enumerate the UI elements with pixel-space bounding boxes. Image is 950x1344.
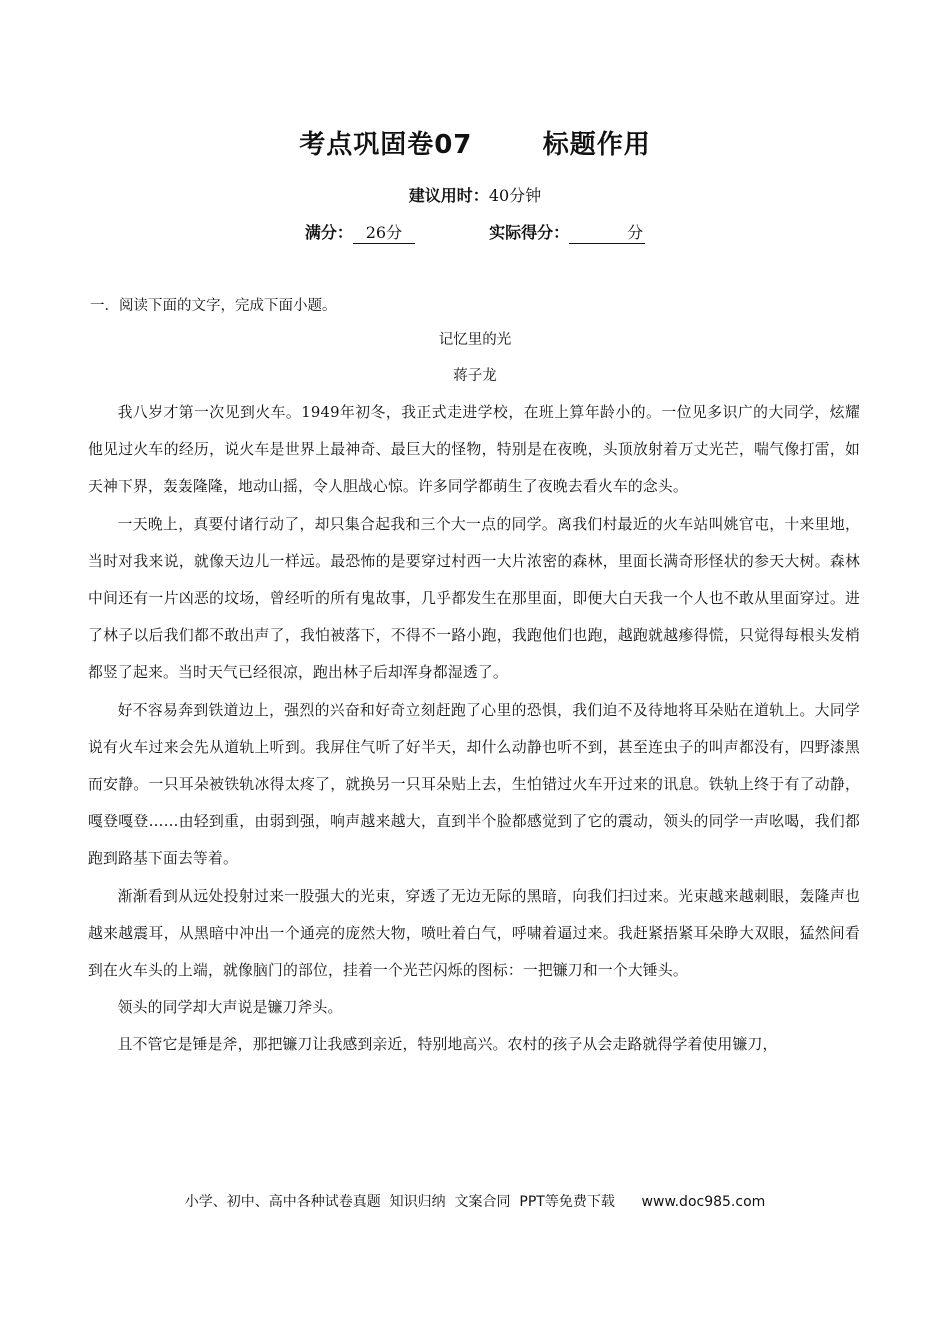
full-score-value: 26分 [353,223,415,244]
full-score-label: 满分： [304,223,353,242]
actual-score-label: 实际得分： [489,223,570,242]
page-title: 考点巩固卷07 标题作用 [299,130,651,160]
paragraph: 领头的同学却大声说是镰刀斧头。 [117,999,343,1017]
suggested-time [0,183,950,206]
suggested-time-label: 建议用时： [408,186,489,205]
paragraph: 渐渐看到从远处投射过来一股强大的光束，穿透了无边无际的黑暗，向我们扫过来。光束越来越刺眼，轰隆声也越来越震耳，从黑暗中冲出一个通亮的庞然大物，喷吐着白气，呼啸着逼过来。我赶紧捂紧耳朵睁大双眼，猛然间看到在火车头的上端，就像脑门的部位，挂着一个光芒闪烁的图标：一把镰刀和一个大锤头。 [88,887,860,980]
passage-body [88,394,860,1064]
paragraph: 好不容易奔到铁道边上，强烈的兴奋和好奇立刻赶跑了心里的恐惧，我们迫不及待地将耳朵贴在道轨上。大同学说有火车过来会先从道轨上听到。我屏住气听了好半天，却什么动静也听不到，甚至连虫子的叫声都没有，四野漆黑而安静。一只耳朵被铁轨冰得太疼了，就换另一只耳朵贴上去，生怕错过火车开过来的讯息。铁轨上终于有了动静，嘎登嘎登……由轻到重，由弱到强，响声越来越大，直到半个脸都感觉到了它的震动，领头的同学一声吆喝，我们都跑到路基下面去等着。 [88,701,860,868]
suggested-time-value: 40分钟 [488,186,542,205]
question-prompt: 一．阅读下面的文字，完成下面小题。 [90,298,337,314]
footer-advert: 小学、初中、高中各种试卷真题 知识归纳 文案合同 PPT等免费下载 www.doc985.com [184,1194,766,1210]
paragraph: 我八岁才第一次见到火车。1949年初冬，我正式走进学校，在班上算年龄小的。一位见多识广的大同学，炫耀他见过火车的经历，说火车是世界上最神奇、最巨大的怪物，特别是在夜晚，头顶放射着万丈光芒，喘气像打雷，如天神下界，轰轰隆隆，地动山摇，令人胆战心惊。许多同学都萌生了夜晚去看火车的念头。 [88,404,860,496]
passage-title: 记忆里的光 [438,332,512,348]
score-line [0,220,950,244]
paragraph: 一天晚上，真要付诸行动了，却只集合起我和三个大一点的同学。离我们村最近的火车站叫姚官屯，十来里地，当时对我来说，就像天边儿一样远。最恐怖的是要穿过村西一大片浓密的森林，里面长满奇形怪状的参天大树。森林中间还有一片凶恶的坟场，曾经听的所有鬼故事，几乎都发生在那里面，即便大白天我一个人也不敢从里面穿过。进了林子以后我们都不敢出声了，我怕被落下，不得不一路小跑，我跑他们也跑，越跑就越瘆得慌，只觉得每根头发梢都竖了起来。当时天气已经很凉，跑出林子后却浑身都湿透了。 [88,515,860,682]
actual-score-blank[interactable]: 分 [569,223,645,244]
passage-author: 蒋子龙 [453,368,497,384]
paragraph: 且不管它是锤是斧，那把镰刀让我感到亲近，特别地高兴。农村的孩子从会走路就得学着使用镰刀， [117,1036,778,1054]
